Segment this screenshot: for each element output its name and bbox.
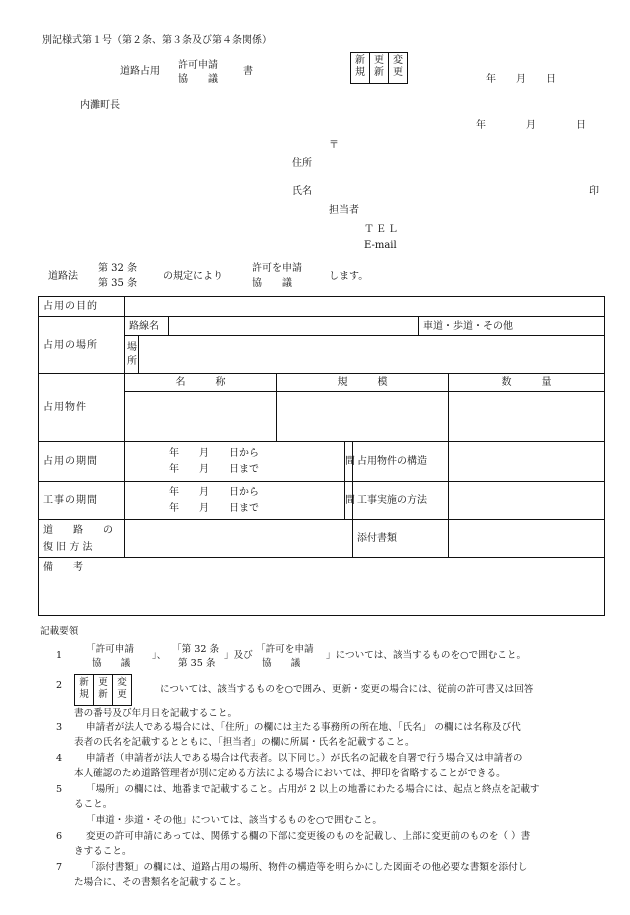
location-label: 占用の場所 xyxy=(39,317,125,374)
note-4-num: 4 xyxy=(56,752,63,764)
type-new: 新規 xyxy=(355,55,365,78)
restore-label xyxy=(39,520,125,558)
note-2-text-2: 書の番号及び年月日を記載すること。 xyxy=(74,707,238,719)
note-7-text: 「添付書類」の欄には、道路占用の場所、物件の構造等を明らかにした図面その他必要な書類を添付し xyxy=(86,861,528,873)
title-suffix: 書 xyxy=(243,66,253,77)
note-5-text-2: ること。 xyxy=(74,798,113,810)
structure-label: 占用物件の構造 xyxy=(353,442,449,482)
note-6-num: 6 xyxy=(56,830,63,842)
attachments-label: 添付書類 xyxy=(353,520,449,558)
place-label: 場所 xyxy=(125,336,139,374)
note-1-sep: 」、 xyxy=(152,649,167,661)
work-from: 年 月 日から xyxy=(169,486,259,498)
note-7-text-2: た場合に、その書類名を記載すること。 xyxy=(74,876,247,888)
header-date: 年 月 日 xyxy=(486,74,556,85)
remarks-label: 備 考 xyxy=(43,562,83,573)
objects-label: 占用物件 xyxy=(39,374,125,442)
note-1-apply2: 「許可を申請 xyxy=(256,643,314,655)
note-6-text-2: きすること。 xyxy=(74,845,132,857)
statement-law: 道路法 xyxy=(48,271,78,282)
work-method-label: 工事実施の方法 xyxy=(353,482,449,520)
title-prefix: 道路占用 xyxy=(120,66,160,77)
email-label: E-mail xyxy=(364,240,397,251)
type-box xyxy=(350,52,408,84)
note-4-text: 申請者（申請者が法人である場合は代表者。以下同じ。）が氏名の記載を自署で行う場合又は申請者の xyxy=(86,752,523,764)
purpose-label: 占用の目的 xyxy=(39,297,125,317)
statement-consult: 協 議 xyxy=(252,278,292,289)
addressee: 内灘町長 xyxy=(80,100,120,111)
seal-mark: 印 xyxy=(589,186,599,197)
attachments-field[interactable] xyxy=(449,520,605,558)
contact-label: 担当者 xyxy=(329,205,359,216)
work-period-label: 工事の期間 xyxy=(39,482,125,520)
note-2-type-renew: 更新 xyxy=(93,675,112,705)
title-option-apply: 許可申請 xyxy=(178,60,218,71)
structure-field[interactable] xyxy=(449,442,605,482)
title-option-consult: 協 議 xyxy=(178,74,218,85)
note-1-apply: 「許可申請 xyxy=(86,643,134,655)
note-1-art32: 「第 32 条 xyxy=(172,643,220,655)
restore-field[interactable] xyxy=(125,520,353,558)
route-name-field[interactable] xyxy=(169,317,419,336)
note-3-text-2: 表者の氏名を記載するとともに、「担当者」の欄に所属・氏名を記載すること。 xyxy=(74,736,415,748)
note-6-text: 変更の許可申請にあっては、関係する欄の下部に変更後のものを記載し、上部に変更前のものを（ ）書 xyxy=(86,830,531,842)
work-method-field[interactable] xyxy=(449,482,605,520)
period-to: 年 月 日まで xyxy=(169,463,259,475)
note-3-num: 3 xyxy=(56,721,63,733)
work-interval: 間 xyxy=(345,482,353,520)
note-5-text: 「場所」の欄には、地番まで記載すること。占用が 2 以上の地番にわたる場合には、起点と終点を記載す xyxy=(86,783,540,795)
application-table xyxy=(38,296,605,616)
type-renew: 更新 xyxy=(369,53,388,83)
note-7-num: 7 xyxy=(56,861,63,873)
obj-name-header: 名 称 xyxy=(125,374,277,392)
instructions-heading: 記載要領 xyxy=(40,626,79,637)
instructions xyxy=(42,624,612,891)
type-change: 変更 xyxy=(388,53,407,83)
road-type-options[interactable]: 車道・歩道・その他 xyxy=(419,317,605,336)
restore-label-2: 復 旧 方 法 xyxy=(43,541,93,553)
place-field[interactable] xyxy=(139,336,605,374)
obj-name-field[interactable] xyxy=(125,392,277,442)
note-2-num: 2 xyxy=(56,679,63,691)
note-1-consult2: 協 議 xyxy=(262,657,301,669)
note-1-consult: 協 議 xyxy=(92,657,131,669)
note-2-type-change: 変更 xyxy=(112,675,131,705)
period-interval: 間 xyxy=(345,442,353,482)
period-dates[interactable] xyxy=(125,442,345,482)
tel-label: ＴＥＬ xyxy=(364,224,400,235)
statement-mid: の規定により xyxy=(163,271,223,282)
address-label: 住所 xyxy=(292,158,312,169)
note-1-and: 」及び xyxy=(224,649,253,661)
note-3-text: 申請者が法人である場合には、「住所」の欄には主たる事務所の所在地、「氏名」 の欄には名称及び代 xyxy=(86,721,521,733)
statement-end: します。 xyxy=(329,271,369,282)
work-to: 年 月 日まで xyxy=(169,502,259,514)
route-name-label: 路線名 xyxy=(125,317,169,336)
restore-label-1: 道 路 の xyxy=(43,524,113,536)
remarks-field[interactable] xyxy=(39,558,605,616)
note-1-art35: 第 35 条 xyxy=(178,657,216,669)
form-id: 別記様式第１号（第２条、第３条及び第４条関係） xyxy=(42,35,272,46)
obj-scale-header: 規 模 xyxy=(277,374,449,392)
postal-mark: 〒 xyxy=(329,140,339,151)
note-5-text-3: 「車道・歩道・その他」については、該当するものを○で囲むこと。 xyxy=(86,814,382,826)
apply-date: 年 月 日 xyxy=(476,120,586,131)
obj-qty-field[interactable] xyxy=(449,392,605,442)
note-2-text: については、該当するものを○で囲み、更新・変更の場合には、従前の許可書又は回答 xyxy=(160,683,534,695)
period-label: 占用の期間 xyxy=(39,442,125,482)
name-label: 氏名 xyxy=(292,186,312,197)
period-from: 年 月 日から xyxy=(169,447,259,459)
note-1-text: 」については、該当するものを○で囲むこと。 xyxy=(326,649,527,661)
note-5-num: 5 xyxy=(56,783,63,795)
work-period-dates[interactable] xyxy=(125,482,345,520)
purpose-field[interactable] xyxy=(125,297,605,317)
statement-art32: 第 32 条 xyxy=(98,263,138,274)
note-2-type-box xyxy=(74,674,132,706)
note-4-text-2: 本人確認のため道路管理者が別に定める方法による場合においては、押印を省略することができる。 xyxy=(74,767,506,779)
note-1-num: 1 xyxy=(56,649,63,661)
statement-apply: 許可を申請 xyxy=(252,263,302,274)
obj-scale-field[interactable] xyxy=(277,392,449,442)
obj-qty-header: 数 量 xyxy=(449,374,605,392)
note-2-type-new: 新規 xyxy=(79,676,89,700)
statement-art35: 第 35 条 xyxy=(98,278,138,289)
